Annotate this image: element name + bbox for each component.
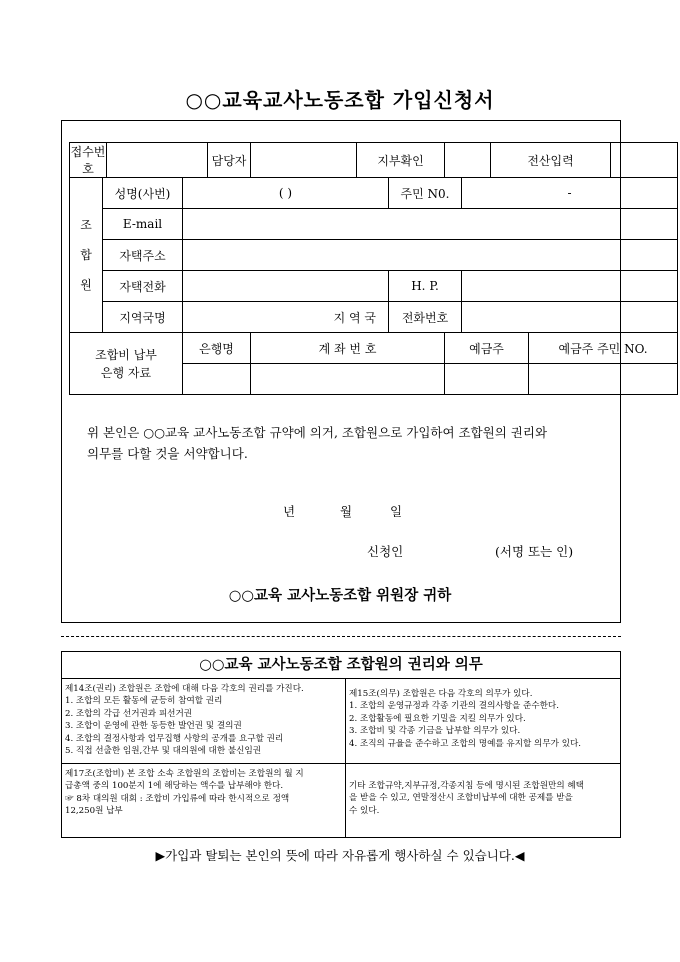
account-no-label: 계 좌 번 호 bbox=[251, 333, 445, 364]
computer-entry-field[interactable] bbox=[611, 143, 678, 178]
other-section: 기타 조합규약,지부규정,각종지침 등에 명시된 조합원만의 혜택 을 받을 수 있고, 연말정산시 조합비납부에 대한 공제를 받을 수 있다. bbox=[349, 781, 584, 816]
email-label: E-mail bbox=[103, 209, 183, 240]
month-label: 월 bbox=[340, 504, 353, 519]
form-title: ○○교육교사노동조합 가입신청서 bbox=[185, 88, 495, 112]
addressee: ○○교육 교사노동조합 위원장 귀하 bbox=[228, 587, 452, 604]
branch-check-label: 지부확인 bbox=[357, 143, 445, 178]
hp-label: H. P. bbox=[389, 271, 462, 302]
depositor-resident-no-field[interactable] bbox=[529, 364, 678, 395]
member-side-label: 조 합 원 bbox=[70, 178, 103, 333]
receipt-no-field[interactable] bbox=[107, 143, 208, 178]
dues-section: 제17조(조합비) 본 조합 소속 조합원의 조합비는 조합원의 월 지 급총액 중의 100분지 1에 해당하는 액수를 납부해야 한다. ☞ 8차 대의원 대회 : 조합비 가입류에 따라 한시적으로 정액 12,250원 납부 bbox=[65, 769, 304, 817]
applicant-label: 신청인 bbox=[367, 544, 404, 559]
signature-field[interactable]: (서명 또는 인) bbox=[495, 544, 574, 559]
name-field[interactable]: ( ) bbox=[183, 178, 389, 209]
bank-name-field[interactable] bbox=[183, 364, 251, 395]
phone-no-label: 전화번호 bbox=[389, 302, 462, 333]
phone-no-field[interactable] bbox=[462, 302, 678, 333]
duties-section: 제15조(의무) 조합원은 다음 각호의 의무가 있다. 1. 조합의 운영규정과 각종 기관의 결의사항을 준수한다. 2. 조합활동에 필요한 기밀을 지킬 의무가 있다. 3. 조합비 및 각종 기금을 납부할 의무가 있다. 4. 조직의 규율을 준수하고 조합의 명예를 유지할 의무가 있다. bbox=[349, 689, 582, 749]
email-field[interactable] bbox=[183, 209, 678, 240]
manager-field[interactable] bbox=[251, 143, 357, 178]
branch-check-field[interactable] bbox=[445, 143, 491, 178]
footer-note: ▶가입과 탈퇴는 본인의 뜻에 따라 자유롭게 행사하실 수 있습니다.◀ bbox=[155, 848, 525, 863]
cut-line bbox=[61, 636, 621, 637]
rights-duties-box bbox=[61, 651, 621, 838]
year-label: 년 bbox=[283, 504, 296, 519]
box-divider-horizontal bbox=[62, 763, 620, 764]
account-no-field[interactable] bbox=[251, 364, 445, 395]
home-address-field[interactable] bbox=[183, 240, 678, 271]
manager-label: 담당자 bbox=[208, 143, 251, 178]
hp-field[interactable] bbox=[462, 271, 678, 302]
receipt-no-label: 접수번호 bbox=[70, 143, 107, 178]
depositor-field[interactable] bbox=[445, 364, 529, 395]
rights-duties-title: ○○교육 교사노동조합 조합원의 권리와 의무 bbox=[62, 652, 620, 679]
computer-entry-label: 전산입력 bbox=[491, 143, 611, 178]
application-table bbox=[69, 142, 678, 395]
home-phone-label: 자택전화 bbox=[103, 271, 183, 302]
name-label: 성명(사번) bbox=[103, 178, 183, 209]
bank-info-label: 조합비 납부 은행 자료 bbox=[70, 333, 183, 395]
day-label: 일 bbox=[390, 504, 403, 519]
resident-no-field[interactable]: - bbox=[462, 178, 678, 209]
declaration: 위 본인은 ○○교육 교사노동조합 규약에 의거, 조합원으로 가입하여 조합원의 권리와 의무를 다할 것을 서약합니다. bbox=[87, 425, 548, 461]
rights-section: 제14조(권리) 조합원은 조합에 대해 다음 각호의 권리를 가진다. 1. 조합의 모든 활동에 균등히 참여할 권리 2. 조합의 각급 선거권과 피선거권 3. 조합이 운영에 관한 동등한 발언권 및 결의권 4. 조합의 결정사항과 업무집행 사항의 공개를 요구할 권리 5. 직접 선출한 임원,간부 및 대의원에 대한 불신임권 bbox=[65, 684, 304, 757]
home-address-label: 자택주소 bbox=[103, 240, 183, 271]
region-office-label: 지역국명 bbox=[103, 302, 183, 333]
resident-no-label: 주민 N0. bbox=[389, 178, 462, 209]
depositor-resident-no-label: 예금주 주민 NO. bbox=[529, 333, 678, 364]
region-office-field[interactable]: 지 역 국 bbox=[183, 302, 389, 333]
home-phone-field[interactable] bbox=[183, 271, 389, 302]
depositor-label: 예금주 bbox=[445, 333, 529, 364]
bank-name-label: 은행명 bbox=[183, 333, 251, 364]
